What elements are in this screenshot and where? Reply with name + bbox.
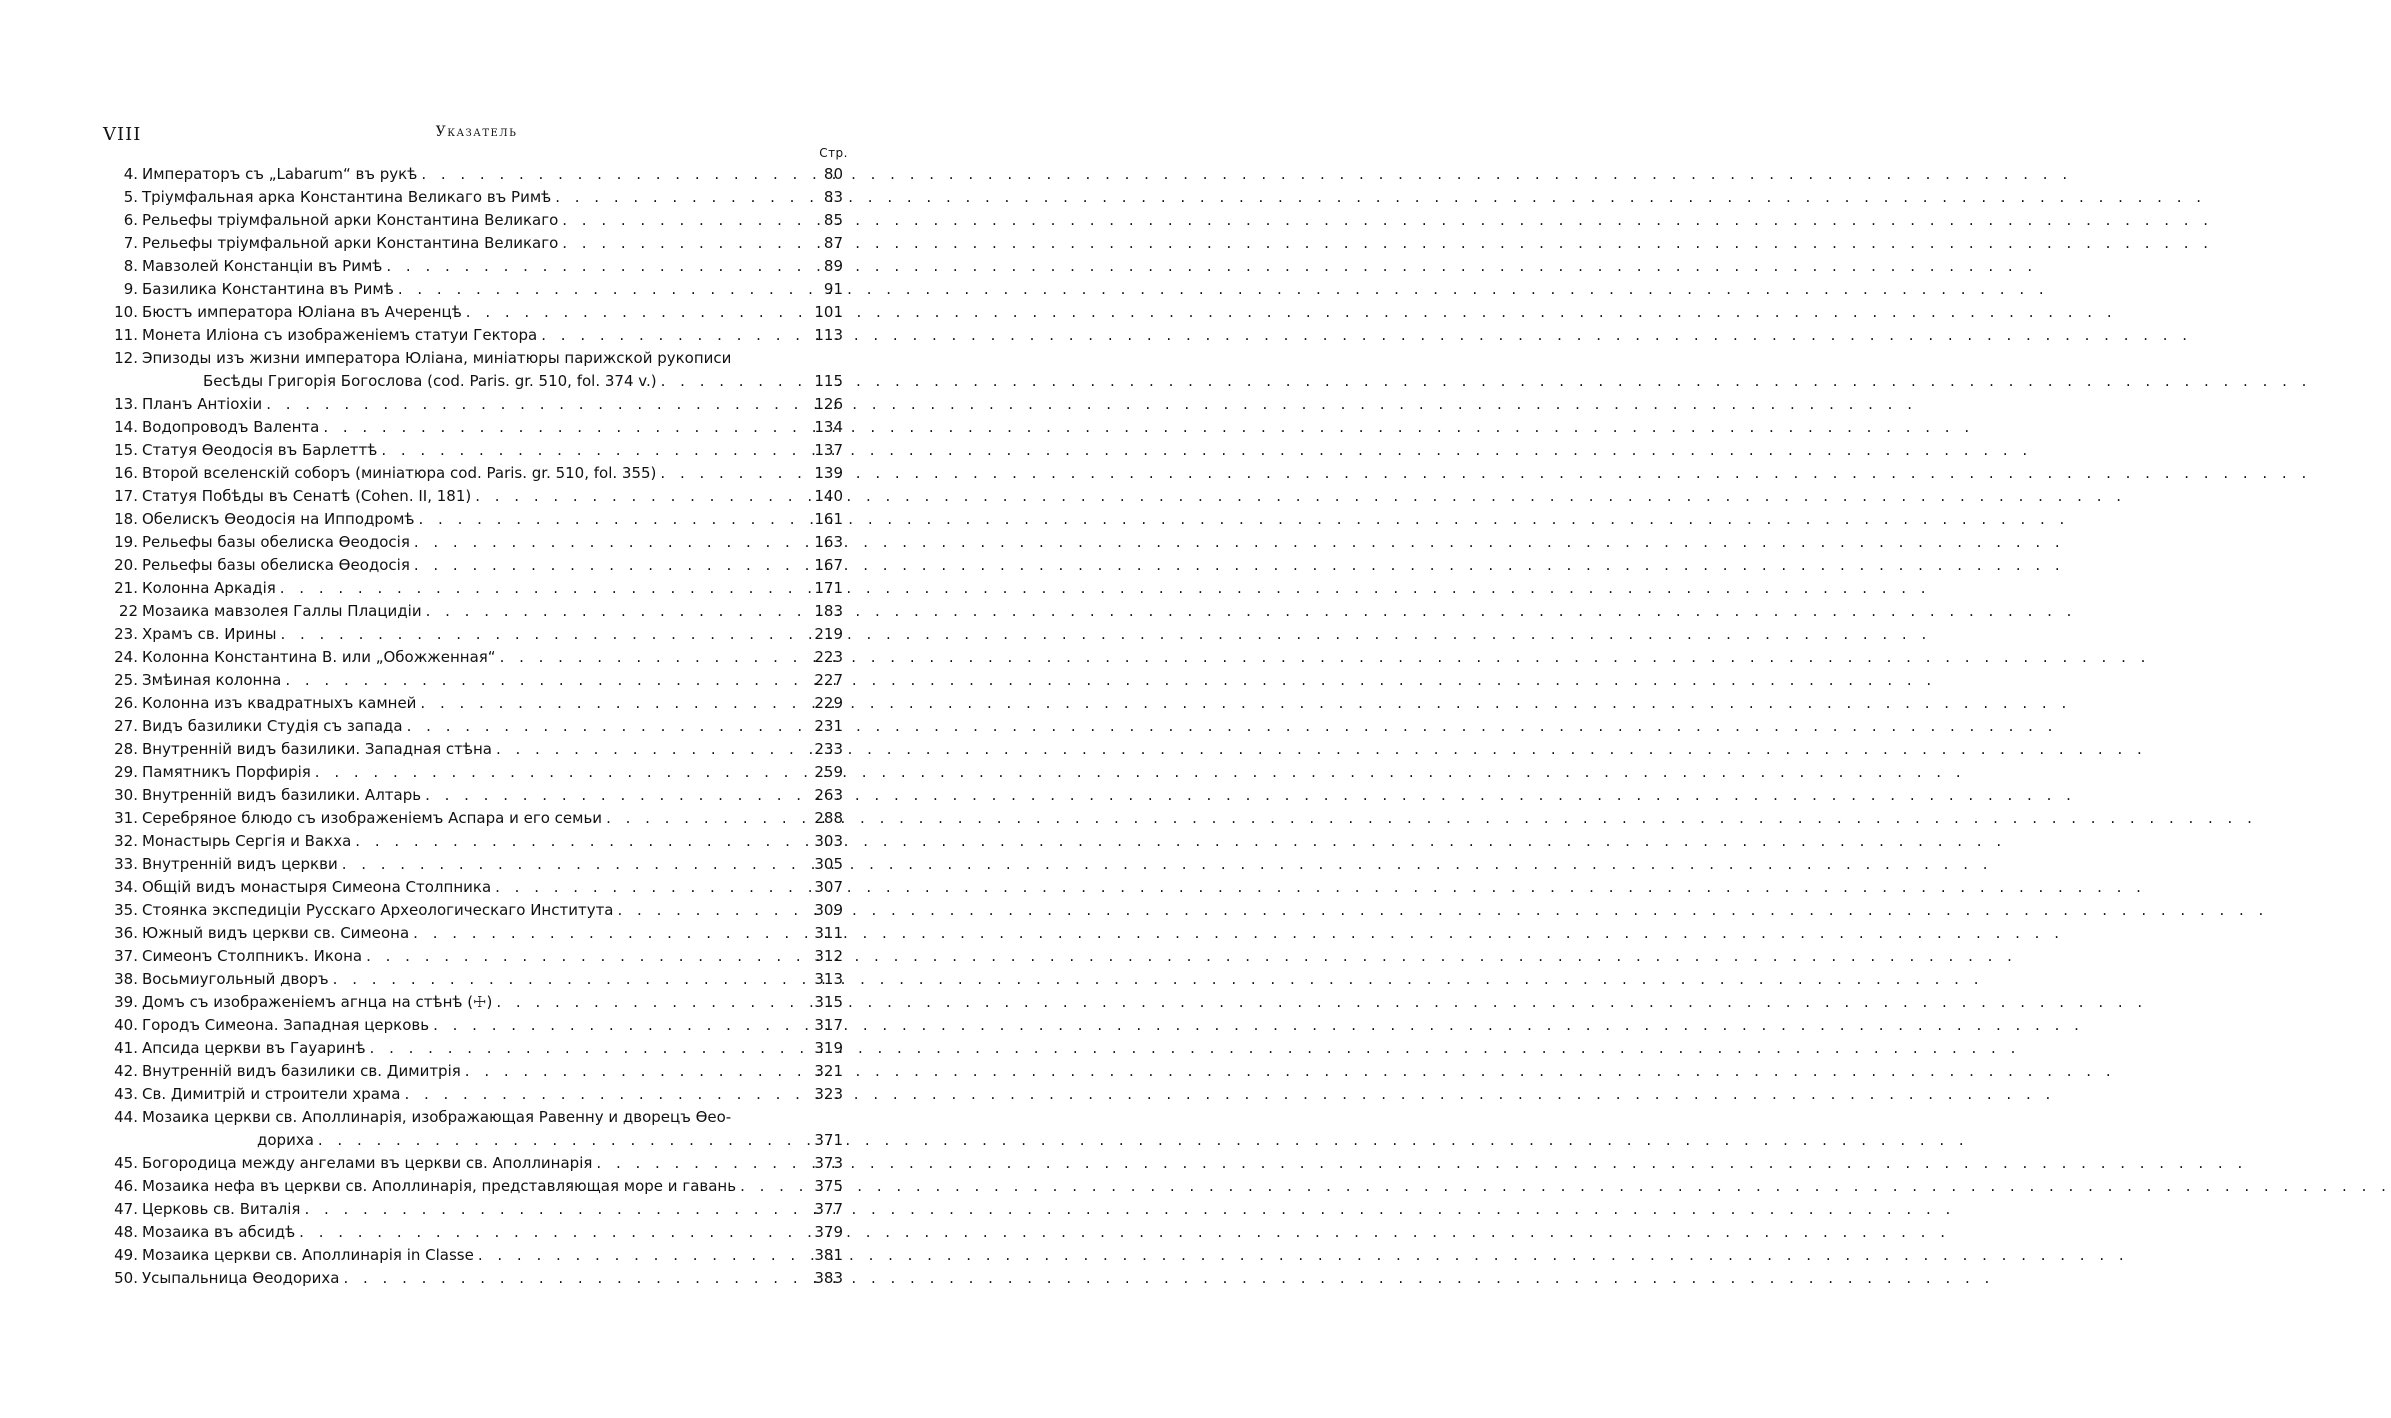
entry-number: 23.	[114, 625, 138, 643]
entry-number: 33.	[114, 855, 138, 873]
dot-leader	[736, 1175, 799, 1198]
entry-title: Богородица между ангелами въ церкви св. Аполлинарія	[142, 1154, 593, 1172]
entry-number: 7.	[123, 234, 138, 252]
index-entry	[103, 738, 843, 761]
entry-number: 38.	[114, 970, 138, 988]
entry-number: 30.	[114, 786, 138, 804]
entry-title: Мозаика церкви св. Аполлинарія, изображающая Равенну и дворецъ Ѳео-	[142, 1108, 732, 1126]
dot-leader	[471, 485, 799, 508]
dot-leader	[295, 1221, 799, 1244]
index-entry	[103, 1037, 843, 1060]
index-entry	[103, 347, 843, 393]
dot-leader	[474, 1244, 799, 1267]
entry-title: Мозаика мавзолея Галлы Плацидіи	[142, 602, 422, 620]
dot-leader	[422, 600, 799, 623]
page-column-label: Стр.	[819, 146, 848, 160]
dot-leader	[394, 278, 799, 301]
entry-number: 50.	[114, 1269, 138, 1287]
entry-number: 45.	[114, 1154, 138, 1172]
dot-leader	[416, 692, 799, 715]
entry-title: Внутренній видъ базилики. Алтарь	[142, 786, 422, 804]
entry-number: 24.	[114, 648, 138, 666]
entry-number: 37.	[114, 947, 138, 965]
entry-number: 49.	[114, 1246, 138, 1264]
dot-leader	[592, 1152, 799, 1175]
document-page	[0, 0, 1000, 1418]
entry-title-continued: дориха	[257, 1131, 314, 1149]
index-entry	[103, 1014, 843, 1037]
entry-page: 307	[814, 878, 843, 896]
index-entry	[103, 830, 843, 853]
entry-title: Императоръ съ „Labarum“ въ рукѣ	[142, 165, 418, 183]
entry-title: Св. Димитрій и строители храма	[142, 1085, 401, 1103]
entry-number: 28.	[114, 740, 138, 758]
index-entry	[103, 416, 843, 439]
entry-number: 36.	[114, 924, 138, 942]
entry-title: Рельефы тріумфальной арки Константина Великаго	[142, 234, 559, 252]
entry-page: 315	[814, 993, 843, 1011]
entry-page: 83	[823, 188, 843, 206]
entry-page: 80	[823, 165, 843, 183]
index-entry	[103, 761, 843, 784]
entry-page: 259	[814, 763, 843, 781]
entry-page: 323	[814, 1085, 843, 1103]
dot-leader	[339, 1267, 799, 1290]
dot-leader	[329, 968, 799, 991]
dot-leader	[558, 209, 799, 232]
dot-leader	[338, 853, 799, 876]
entry-title: Видъ базилики Студія съ запада	[142, 717, 403, 735]
entry-title: Мозаика нефа въ церкви св. Аполлинарія, представляющая море и гавань	[142, 1177, 737, 1195]
entry-number: 41.	[114, 1039, 138, 1057]
dot-leader	[421, 784, 799, 807]
entry-page: 163	[814, 533, 843, 551]
entry-page: 381	[814, 1246, 843, 1264]
index-entry	[103, 163, 843, 186]
dot-leader	[410, 554, 799, 577]
index-entry	[103, 1267, 843, 1290]
entry-number: 12.	[114, 349, 138, 367]
dot-leader	[461, 1060, 799, 1083]
index-entry	[103, 232, 843, 255]
index-entry	[103, 255, 843, 278]
index-entry	[103, 324, 843, 347]
dot-leader	[300, 1198, 799, 1221]
dot-leader	[262, 393, 799, 416]
entry-title-continued: Бесѣды Григорія Богослова (cod. Paris. gr. 510, fol. 374 v.)	[203, 372, 657, 390]
entry-number: 5.	[123, 188, 138, 206]
entry-page: 87	[823, 234, 843, 252]
entry-number: 26.	[114, 694, 138, 712]
entry-number: 39.	[114, 993, 138, 1011]
entry-page: 231	[814, 717, 843, 735]
entry-page: 313	[814, 970, 843, 988]
entry-number: 18.	[114, 510, 138, 528]
dot-leader	[314, 1129, 799, 1152]
entry-number: 9.	[123, 280, 138, 298]
entry-title: Водопроводъ Валента	[142, 418, 320, 436]
index-entry	[103, 899, 843, 922]
index-entry	[103, 715, 843, 738]
entry-number: 14.	[114, 418, 138, 436]
entry-title: Рельефы тріумфальной арки Константина Великаго	[142, 211, 559, 229]
entry-title: Колонна Константина В. или „Обожженная“	[142, 648, 496, 666]
entry-title: Церковь св. Виталія	[142, 1200, 301, 1218]
entry-title: Второй вселенскій соборъ (миніатюра cod. Paris. gr. 510, fol. 355)	[142, 464, 657, 482]
entry-number: 17.	[114, 487, 138, 505]
entry-number: 31.	[114, 809, 138, 827]
entry-page: 371	[814, 1131, 843, 1149]
dot-leader	[276, 577, 799, 600]
entry-title: Южный видъ церкви св. Симеона	[142, 924, 410, 942]
dot-leader	[403, 715, 799, 738]
entry-page: 140	[814, 487, 843, 505]
entry-page: 101	[814, 303, 843, 321]
entry-title: Планъ Антіохіи	[142, 395, 263, 413]
index-entry	[103, 439, 843, 462]
entry-title: Внутренній видъ церкви	[142, 855, 338, 873]
index-entry	[103, 1221, 843, 1244]
index-entry	[103, 876, 843, 899]
entry-page: 91	[823, 280, 843, 298]
dot-leader	[537, 324, 799, 347]
entry-title: Внутренній видъ базилики св. Димитрія	[142, 1062, 461, 1080]
dot-leader	[351, 830, 799, 853]
dot-leader	[415, 508, 799, 531]
entry-page: 126	[814, 395, 843, 413]
entry-page: 321	[814, 1062, 843, 1080]
entry-page: 373	[814, 1154, 843, 1172]
entry-title: Усыпальница Ѳеодориха	[142, 1269, 340, 1287]
dot-leader	[492, 738, 799, 761]
index-entry	[103, 1106, 843, 1152]
entry-page: 305	[814, 855, 843, 873]
entry-title: Общій видъ монастыря Симеона Столпника	[142, 878, 492, 896]
dot-leader	[366, 1037, 799, 1060]
index-entry	[103, 853, 843, 876]
dot-leader	[496, 646, 799, 669]
dot-leader	[429, 1014, 799, 1037]
entry-page: 377	[814, 1200, 843, 1218]
entry-title: Домъ съ изображеніемъ агнца на стѣнѣ (☩)	[142, 993, 493, 1011]
entry-page: 319	[814, 1039, 843, 1057]
running-title: Указатель	[435, 124, 518, 140]
entry-number: 32.	[114, 832, 138, 850]
entry-title: Мозаика церкви св. Аполлинарія in Classe	[142, 1246, 474, 1264]
index-entry	[103, 669, 843, 692]
index-entry	[103, 646, 843, 669]
entry-page: 183	[814, 602, 843, 620]
entry-title: Апсида церкви въ Гауаринѣ	[142, 1039, 366, 1057]
entry-title: Памятникъ Порфирія	[142, 763, 311, 781]
index-entry	[103, 1083, 843, 1106]
entry-page: 379	[814, 1223, 843, 1241]
entry-number: 22	[118, 602, 138, 620]
dot-leader	[417, 163, 799, 186]
entry-number: 4.	[123, 165, 138, 183]
dot-leader	[657, 370, 799, 393]
entry-page: 233	[814, 740, 843, 758]
entry-number: 34.	[114, 878, 138, 896]
page-header	[103, 124, 850, 148]
dot-leader	[311, 761, 799, 784]
index-entry	[103, 1244, 843, 1267]
entry-number: 48.	[114, 1223, 138, 1241]
entry-title: Эпизоды изъ жизни императора Юліана, миніатюры парижской рукописи	[142, 349, 732, 367]
index-entry	[103, 1060, 843, 1083]
dot-leader	[281, 669, 799, 692]
entry-number: 43.	[114, 1085, 138, 1103]
index-entry	[103, 301, 843, 324]
entry-number: 42.	[114, 1062, 138, 1080]
entry-number: 13.	[114, 395, 138, 413]
entry-number: 44.	[114, 1108, 138, 1126]
entry-page: 312	[814, 947, 843, 965]
index-entry	[103, 393, 843, 416]
entry-page: 227	[814, 671, 843, 689]
entry-page: 134	[814, 418, 843, 436]
entry-number: 16.	[114, 464, 138, 482]
index-entry	[103, 692, 843, 715]
index-entry	[103, 1198, 843, 1221]
entry-number: 15.	[114, 441, 138, 459]
entry-page: 223	[814, 648, 843, 666]
entry-number: 10.	[114, 303, 138, 321]
entry-title: Храмъ св. Ирины	[142, 625, 277, 643]
index-entry	[103, 554, 843, 577]
entry-page: 139	[814, 464, 843, 482]
dot-leader	[656, 462, 799, 485]
index-entry	[103, 462, 843, 485]
entry-page: 171	[814, 579, 843, 597]
entry-title: Статуя Побѣды въ Сенатѣ (Cohen. II, 181)	[142, 487, 472, 505]
index-entry	[103, 922, 843, 945]
dot-leader	[409, 922, 799, 945]
entry-number: 47.	[114, 1200, 138, 1218]
index-entry	[103, 531, 843, 554]
entry-page: 229	[814, 694, 843, 712]
entry-title: Городъ Симеона. Западная церковь	[142, 1016, 430, 1034]
page-number: VIII	[103, 124, 142, 145]
index-entry	[103, 623, 843, 646]
entry-page: 167	[814, 556, 843, 574]
dot-leader	[410, 531, 799, 554]
entry-title: Монета Иліона съ изображеніемъ статуи Гектора	[142, 326, 538, 344]
entry-page: 89	[823, 257, 843, 275]
entry-number: 8.	[123, 257, 138, 275]
index-entry	[103, 807, 843, 830]
dot-leader	[491, 876, 799, 899]
index-entry	[103, 508, 843, 531]
entry-title: Монастырь Сергія и Вакха	[142, 832, 352, 850]
index-entry	[103, 784, 843, 807]
index-entry	[103, 278, 843, 301]
entry-page: 219	[814, 625, 843, 643]
index-entry	[103, 991, 843, 1014]
index-entry	[103, 577, 843, 600]
entry-number: 40.	[114, 1016, 138, 1034]
entry-title: Симеонъ Столпникъ. Икона	[142, 947, 363, 965]
entry-number: 11.	[114, 326, 138, 344]
index-entry	[103, 186, 843, 209]
entry-title: Рельефы базы обелиска Ѳеодосія	[142, 533, 410, 551]
entry-page: 375	[814, 1177, 843, 1195]
entry-title: Бюстъ императора Юліана въ Ачеренцѣ	[142, 303, 462, 321]
entry-number: 6.	[123, 211, 138, 229]
dot-leader	[492, 991, 799, 1014]
dot-leader	[614, 899, 799, 922]
entry-page: 115	[814, 372, 843, 390]
entry-title: Базилика Константина въ Римѣ	[142, 280, 394, 298]
index-entry	[103, 600, 843, 623]
entry-title: Восьмиугольный дворъ	[142, 970, 329, 988]
entry-page: 311	[814, 924, 843, 942]
entry-page: 317	[814, 1016, 843, 1034]
dot-leader	[400, 1083, 799, 1106]
entry-page: 161	[814, 510, 843, 528]
index-entry	[103, 968, 843, 991]
dot-leader	[602, 807, 799, 830]
index-entry	[103, 945, 843, 968]
entry-number: 35.	[114, 901, 138, 919]
index-entry	[103, 1175, 843, 1198]
entry-number: 20.	[114, 556, 138, 574]
entry-title: Обелискъ Ѳеодосія на Ипподромѣ	[142, 510, 415, 528]
entry-title: Рельефы базы обелиска Ѳеодосія	[142, 556, 410, 574]
index-entry	[103, 485, 843, 508]
entry-number: 25.	[114, 671, 138, 689]
dot-leader	[319, 416, 799, 439]
entry-title: Внутренній видъ базилики. Западная стѣна	[142, 740, 492, 758]
entry-page: 137	[814, 441, 843, 459]
dot-leader	[462, 301, 799, 324]
dot-leader	[276, 623, 799, 646]
entry-number: 46.	[114, 1177, 138, 1195]
dot-leader	[382, 255, 799, 278]
dot-leader	[377, 439, 799, 462]
entry-title: Серебряное блюдо съ изображеніемъ Аспара и его семьи	[142, 809, 603, 827]
entry-title: Колонна изъ квадратныхъ камней	[142, 694, 417, 712]
entry-page: 263	[814, 786, 843, 804]
entry-page: 113	[814, 326, 843, 344]
entry-number: 29.	[114, 763, 138, 781]
dot-leader	[551, 186, 799, 209]
entry-page: 309	[814, 901, 843, 919]
entry-number: 19.	[114, 533, 138, 551]
entry-title: Тріумфальная арка Константина Великаго въ Римѣ	[142, 188, 552, 206]
entry-number: 21.	[114, 579, 138, 597]
entry-number: 27.	[114, 717, 138, 735]
entry-page: 303	[814, 832, 843, 850]
dot-leader	[558, 232, 799, 255]
entry-page: 383	[814, 1269, 843, 1287]
index-entry	[103, 1152, 843, 1175]
entry-title: Колонна Аркадія	[142, 579, 276, 597]
dot-leader	[362, 945, 799, 968]
entry-title: Мозаика въ абсидѣ	[142, 1223, 296, 1241]
entry-title: Змѣиная колонна	[142, 671, 282, 689]
entry-page: 85	[823, 211, 843, 229]
index-entry	[103, 209, 843, 232]
index-list	[103, 163, 843, 1290]
entry-page: 288	[814, 809, 843, 827]
entry-title: Мавзолей Констанціи въ Римѣ	[142, 257, 383, 275]
entry-title: Стоянка экспедиціи Русскаго Археологическаго Института	[142, 901, 614, 919]
entry-title: Статуя Ѳеодосія въ Барлеттѣ	[142, 441, 378, 459]
